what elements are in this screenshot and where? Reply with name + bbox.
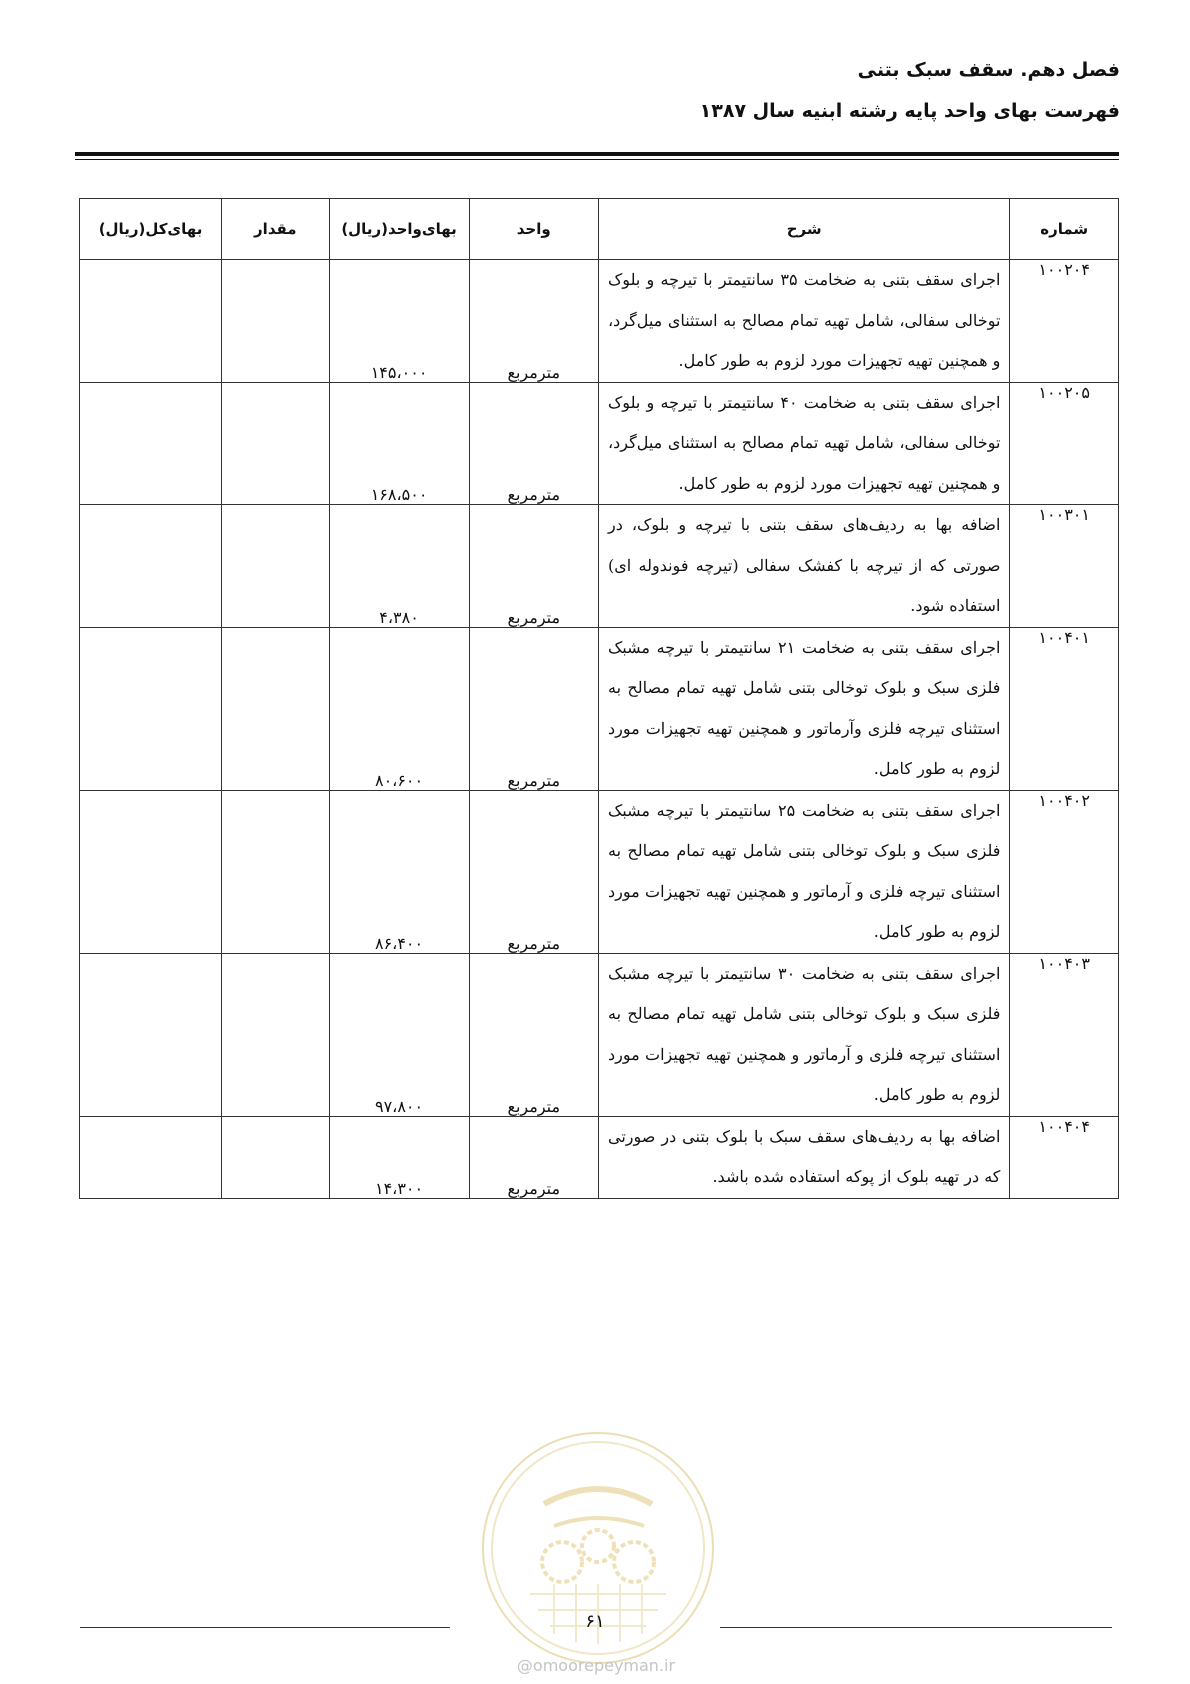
table-row [80,260,1119,383]
website-watermark: @omoorepeyman.ir [516,1656,676,1675]
item-number: ۱۰۰۴۰۲ [1010,790,1119,953]
price-table [79,198,1119,1199]
item-unit: مترمربع [469,1116,598,1198]
item-unit-price: ۸۰،۶۰۰ [329,627,469,790]
table-row [80,953,1119,1116]
header-rule-thin [75,159,1119,160]
item-quantity [222,382,330,505]
item-unit-price: ۱۴۵،۰۰۰ [329,260,469,383]
footer-rule-right [720,1627,1112,1628]
item-description: اجرای سقف بتنی به ضخامت ۲۵ سانتیمتر با تیرچه مشبک فلزی سبک و بلوک توخالی بتنی شامل تهیه تمام مصالح به استثنای تیرچه فلزی و آرماتور و همچنین تهیه تجهیزات مورد لزوم به طور کامل. [598,790,1009,953]
column-header-total-price: بهای‌کل(ریال) [80,199,222,260]
column-header-unit: واحد [469,199,598,260]
header-rule-thick [75,152,1119,156]
item-quantity [222,260,330,383]
item-total-price [80,953,222,1116]
item-unit: مترمربع [469,790,598,953]
chapter-title: فصل دهم. سقف سبک بتنی [857,59,1120,81]
item-number: ۱۰۰۳۰۱ [1010,505,1119,628]
column-header-unit-price: بهای‌واحد(ریال) [329,199,469,260]
item-unit: مترمربع [469,382,598,505]
item-quantity [222,627,330,790]
page-number: ۶۱ [585,1611,605,1632]
table-row [80,505,1119,628]
item-description: اجرای سقف بتنی به ضخامت ۳۰ سانتیمتر با تیرچه مشبک فلزی سبک و بلوک توخالی بتنی شامل تهیه تمام مصالح به استثنای تیرچه فلزی و آرماتور و همچنین تهیه تجهیزات مورد لزوم به طور کامل. [598,953,1009,1116]
item-number: ۱۰۰۴۰۴ [1010,1116,1119,1198]
item-quantity [222,505,330,628]
item-unit: مترمربع [469,627,598,790]
item-description: اضافه بها به ردیف‌های سقف بتنی با تیرچه و بلوک، در صورتی که از تیرچه با کفشک سفالی (تیرچه فوندوله ای) استفاده شود. [598,505,1009,628]
item-description: اضافه بها به ردیف‌های سقف سبک با بلوک بتنی در صورتی که در تهیه بلوک از پوکه استفاده شده باشد. [598,1116,1009,1198]
item-unit-price: ۴،۳۸۰ [329,505,469,628]
item-total-price [80,505,222,628]
item-description: اجرای سقف بتنی به ضخامت ۴۰ سانتیمتر با تیرچه و بلوک توخالی سفالی، شامل تهیه تمام مصالح به استثنای میل‌گرد، و همچنین تهیه تجهیزات مورد لزوم به طور کامل. [598,382,1009,505]
table-row [80,627,1119,790]
item-number: ۱۰۰۴۰۱ [1010,627,1119,790]
item-unit: مترمربع [469,953,598,1116]
item-unit: مترمربع [469,505,598,628]
item-unit-price: ۹۷،۸۰۰ [329,953,469,1116]
column-header-quantity: مقدار [222,199,330,260]
item-number: ۱۰۰۲۰۴ [1010,260,1119,383]
item-unit-price: ۸۶،۴۰۰ [329,790,469,953]
footer-rule-left [80,1627,450,1628]
table-row [80,790,1119,953]
item-unit-price: ۱۴،۳۰۰ [329,1116,469,1198]
item-description: اجرای سقف بتنی به ضخامت ۳۵ سانتیمتر با تیرچه و بلوک توخالی سفالی، شامل تهیه تمام مصالح به استثنای میل‌گرد، و همچنین تهیه تجهیزات مورد لزوم به طور کامل. [598,260,1009,383]
item-description: اجرای سقف بتنی به ضخامت ۲۱ سانتیمتر با تیرچه مشبک فلزی سبک و بلوک توخالی بتنی شامل تهیه تمام مصالح به استثنای تیرچه فلزی وآرماتور و همچنین تهیه تجهیزات مورد لزوم به طور کامل. [598,627,1009,790]
item-number: ۱۰۰۴۰۳ [1010,953,1119,1116]
table-row [80,382,1119,505]
page-header [70,58,1120,123]
item-total-price [80,1116,222,1198]
column-header-number: شماره [1010,199,1119,260]
item-unit: مترمربع [469,260,598,383]
item-quantity [222,790,330,953]
table-header-row [80,199,1119,260]
item-number: ۱۰۰۲۰۵ [1010,382,1119,505]
item-total-price [80,790,222,953]
item-quantity [222,953,330,1116]
price-list-title: فهرست بهای واحد پایه رشته ابنیه سال ۱۳۸۷ [699,100,1120,122]
column-header-description: شرح [598,199,1009,260]
table-row [80,1116,1119,1198]
item-total-price [80,627,222,790]
item-total-price [80,382,222,505]
item-unit-price: ۱۶۸،۵۰۰ [329,382,469,505]
item-total-price [80,260,222,383]
item-quantity [222,1116,330,1198]
